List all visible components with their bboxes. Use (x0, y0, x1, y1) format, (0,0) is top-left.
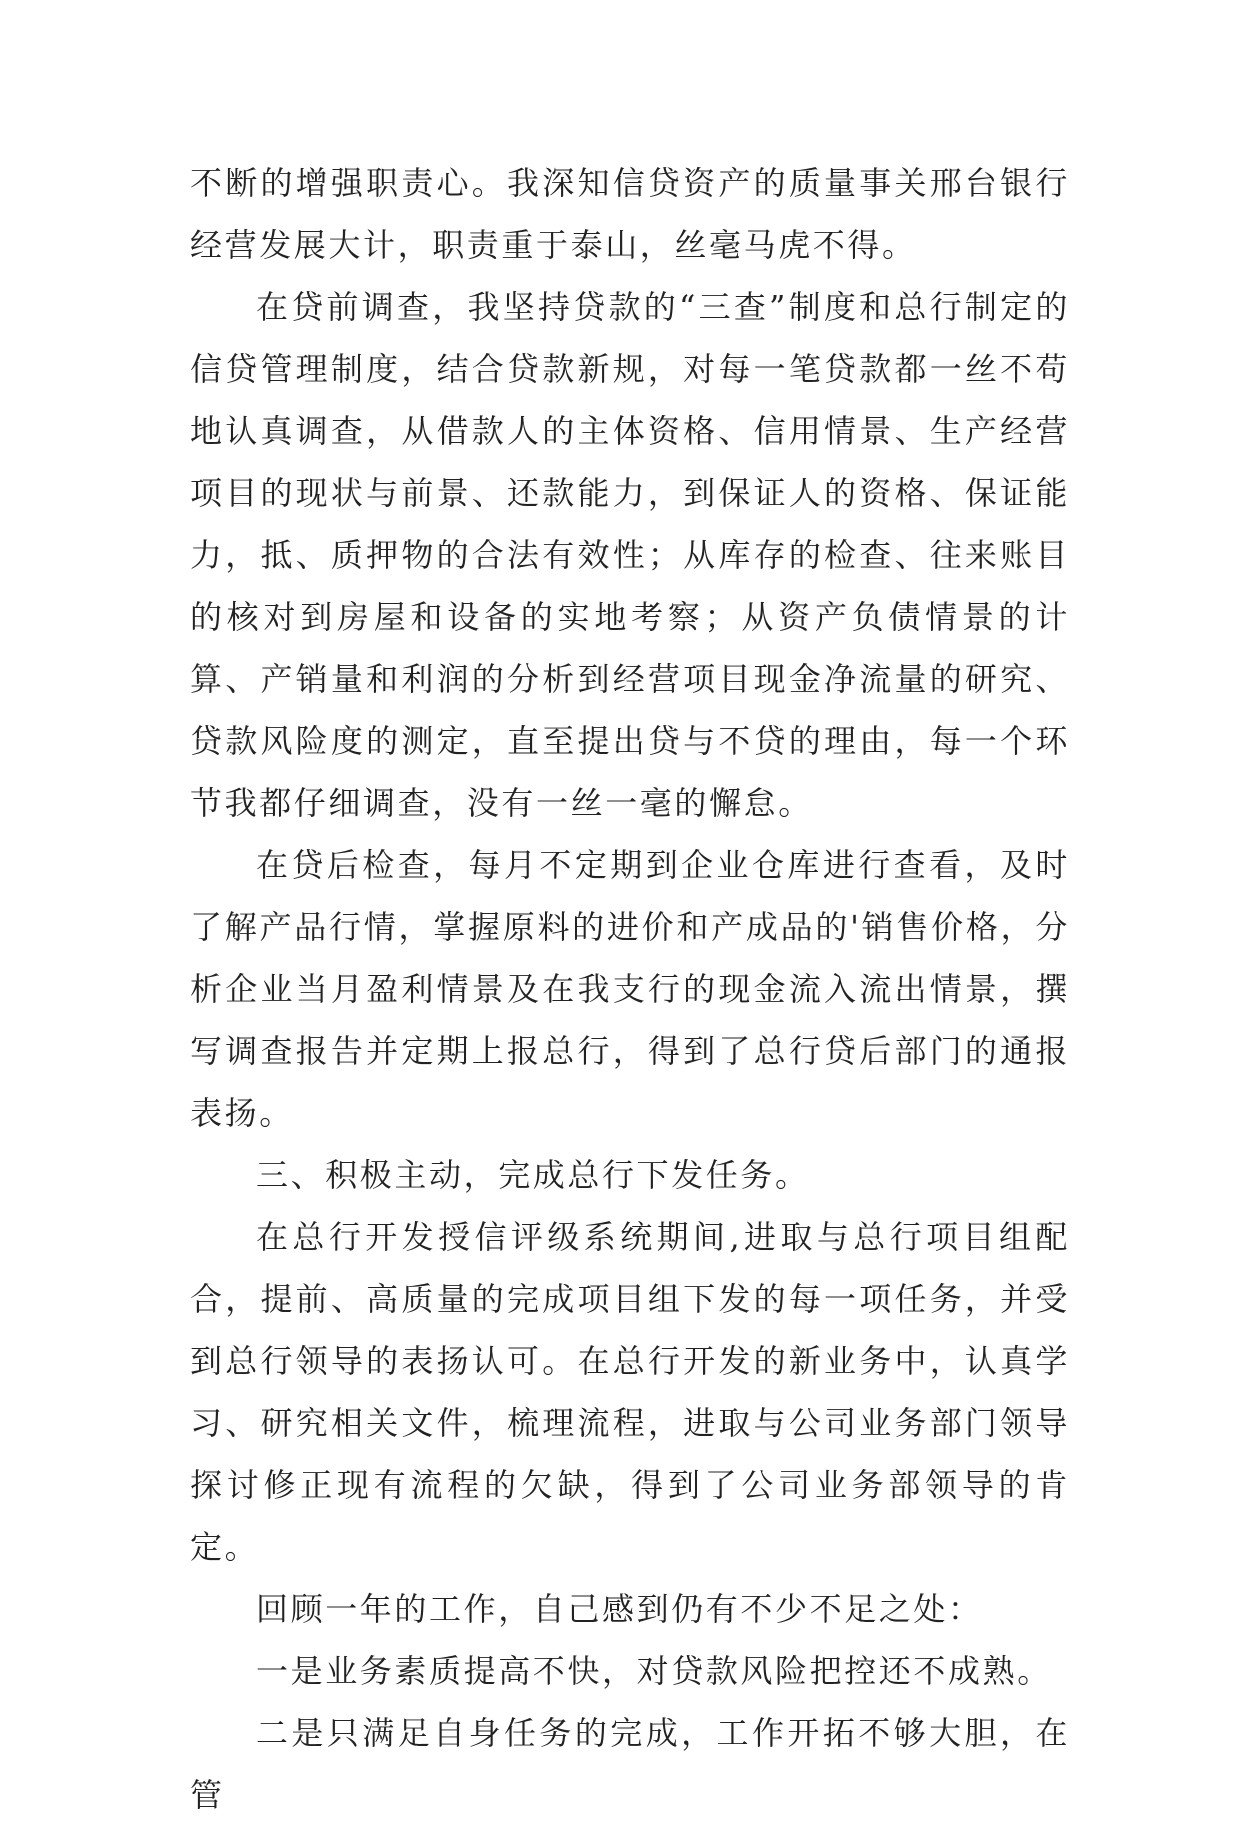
paragraph-7: 二是只满足自身任务的完成，工作开拓不够大胆，在管 (190, 1714, 1070, 1814)
section-heading: 三、积极主动，完成总行下发任务。 (256, 1156, 810, 1194)
paragraph-1: 不断的增强职责心。我深知信贷资产的质量事关邢台银行经营发展大计，职责重于泰山，丝毫马虎不得。 (190, 164, 1070, 264)
paragraph-2: 在贷前调查，我坚持贷款的“三查”制度和总行制定的信贷管理制度，结合贷款新规，对每一笔贷款都一丝不苟地认真调查，从借款人的主体资格、信用情景、生产经营项目的现状与前景、还款能力，到保证人的资格、保证能力，抵、质押物的合法有效性；从库存的检查、往来账目的核对到房屋和设备的实地考察；从资产负债情景的计算、产销量和利润的分析到经营项目现金净流量的研究、贷款风险度的测定，直至提出贷与不贷的理由，每一个环节我都仔细调查，没有一丝一毫的懈怠。 (190, 288, 1070, 822)
paragraph-4: 在总行开发授信评级系统期间,进取与总行项目组配合，提前、高质量的完成项目组下发的每一项任务，并受到总行领导的表扬认可。在总行开发的新业务中，认真学习、研究相关文件，梳理流程，进取与公司业务部门领导探讨修正现有流程的欠缺，得到了公司业务部领导的肯定。 (190, 1218, 1070, 1566)
paragraph-6: 一是业务素质提高不快，对贷款风险把控还不成熟。 (256, 1652, 1052, 1690)
paragraph-5: 回顾一年的工作，自己感到仍有不少不足之处： (256, 1590, 983, 1628)
document-body (190, 152, 1070, 1826)
paragraph-3: 在贷后检查，每月不定期到企业仓库进行查看，及时了解产品行情，掌握原料的进价和产成品的'销售价格，分析企业当月盈利情景及在我支行的现金流入流出情景，撰写调查报告并定期上报总行，得到了总行贷后部门的通报表扬。 (190, 846, 1070, 1132)
